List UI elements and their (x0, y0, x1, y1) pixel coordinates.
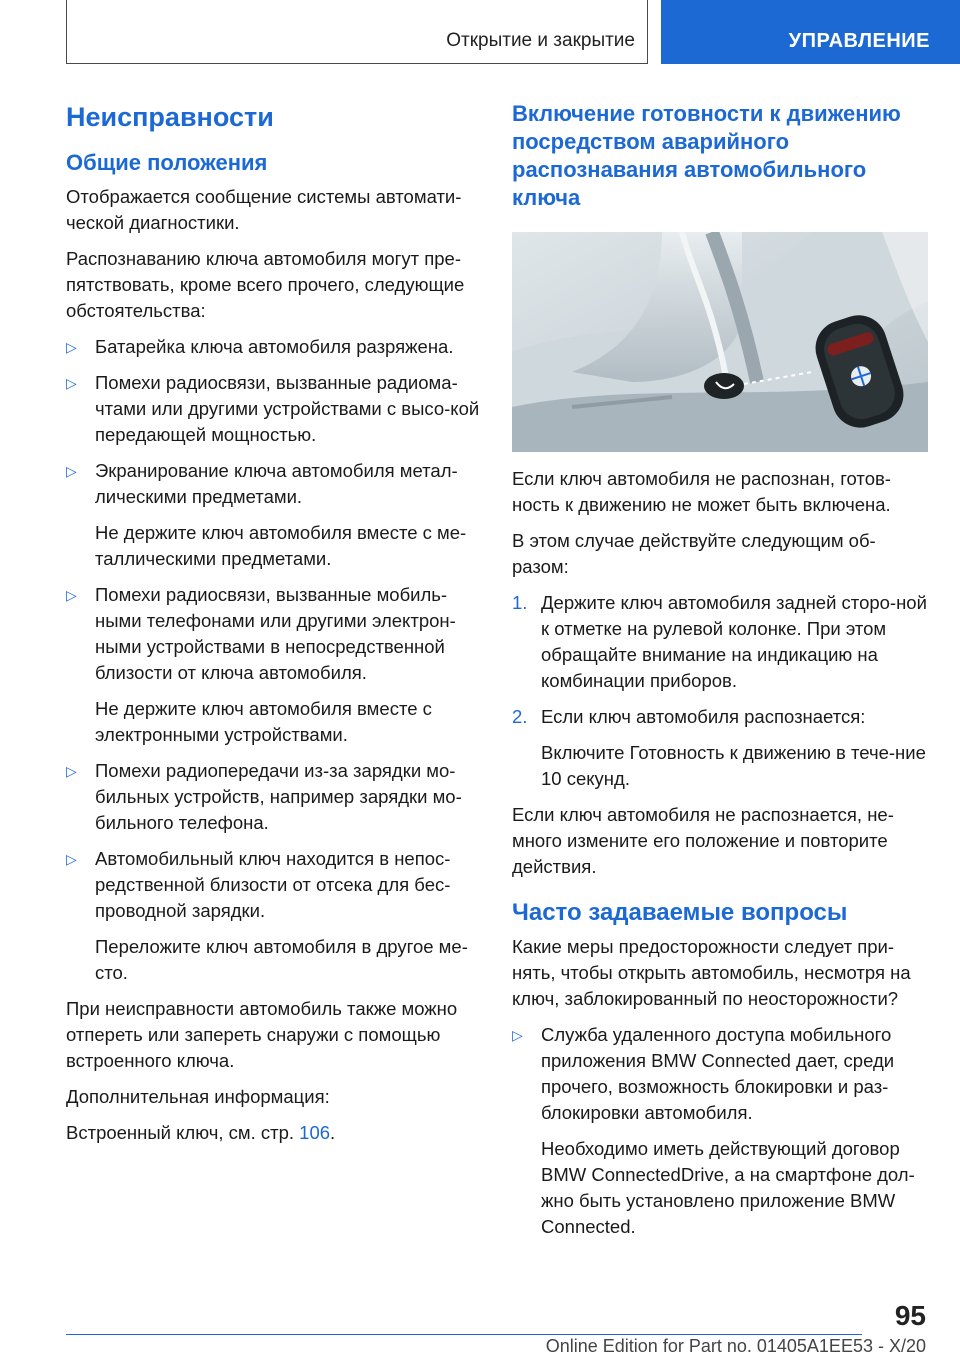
paragraph: Отображается сообщение системы автомати-ческой диагностики. (66, 186, 462, 233)
list-item (66, 582, 486, 686)
page-link[interactable]: 106 (299, 1122, 331, 1143)
triangle-bullet-icon: ▷ (512, 1027, 523, 1043)
list-item (66, 758, 486, 836)
reference-end: . (330, 1122, 336, 1143)
list-item-text: Помехи радиопередачи из-за зарядки мо-бильных устройств, например зарядки мо-бильного телефона. (95, 760, 462, 833)
footer-divider (66, 1334, 862, 1335)
paragraph: Дополнительная информация: (66, 1086, 330, 1107)
triangle-bullet-icon: ▷ (66, 375, 77, 391)
list-item-note: Необходимо иметь действующий договор BMW ConnectedDrive, а на смартфоне дол-жно быть установлено приложение BMW Connected. (541, 1138, 915, 1237)
paragraph: Распознаванию ключа автомобиля могут пре-пятствовать, кроме всего прочего, следующие обстоятельства: (66, 248, 465, 321)
left-column (66, 100, 486, 1156)
step-text: Держите ключ автомобиля задней сторо-ной к отметке на рулевой колонке. При этом обращайте внимание на индикацию на комбинации приборов. (541, 592, 927, 691)
section-heading-emergency: Включение готовности к движению посредством аварийного распознавания автомобильного ключа (512, 101, 901, 210)
list-item-text: Помехи радиосвязи, вызванные мобиль-ными телефонами или другими электрон-ными устройствами в непосредственной близости от ключа автомобиля. (95, 584, 456, 683)
step-number: 2. (512, 706, 528, 727)
list-item-text: Служба удаленного доступа мобильного приложения BMW Connected дает, среди прочего, возможность блокировки и раз-блокировки автомобиля. (541, 1024, 895, 1123)
list-item (66, 334, 486, 360)
list-item-text: Батарейка ключа автомобиля разряжена. (95, 336, 454, 357)
list-item-text: Помехи радиосвязи, вызванные радиома-чтами или другими устройствами с высо-кой передающей мощностью. (95, 372, 480, 445)
step-item (512, 704, 932, 730)
list-item-text: Автомобильный ключ находится в непос-редственной близости от отсека для бес-проводной зарядки. (95, 848, 451, 921)
triangle-bullet-icon: ▷ (66, 463, 77, 479)
page-number: 95 (894, 1300, 926, 1331)
step-item (512, 590, 932, 694)
triangle-bullet-icon: ▷ (66, 587, 77, 603)
header-chapter-box (66, 0, 648, 64)
faq-heading: Часто задаваемые вопросы (512, 899, 848, 926)
list-item (66, 458, 486, 510)
step-text: Если ключ автомобиля распознается: (541, 706, 866, 727)
list-item (66, 846, 486, 924)
page-title: Неисправности (66, 102, 274, 132)
paragraph: Если ключ автомобиля не распознается, не-много измените его положение и повторите действия. (512, 804, 894, 877)
triangle-bullet-icon: ▷ (66, 339, 77, 355)
list-item-note: Не держите ключ автомобиля вместе с электронными устройствами. (95, 698, 432, 745)
right-column (512, 100, 932, 1250)
chapter-title: Открытие и закрытие (446, 30, 635, 51)
subtitle-general: Общие положения (66, 150, 268, 175)
list-item (66, 370, 486, 448)
list-item-note: Переложите ключ автомобиля в другое ме-сто. (95, 936, 468, 983)
steering-column-key-illustration (512, 232, 928, 452)
step-number: 1. (512, 592, 528, 613)
paragraph: Если ключ автомобиля не распознан, готов-ность к движению не может быть включена. (512, 468, 891, 515)
paragraph: При неисправности автомобиль также можно отпереть или запереть снаружи с помощью встроенного ключа. (66, 998, 458, 1071)
header-section-tab[interactable] (661, 0, 960, 64)
list-item (512, 1022, 932, 1126)
list-item-note: Не держите ключ автомобиля вместе с ме-таллическими предметами. (95, 522, 467, 569)
paragraph-reference (66, 1120, 486, 1146)
paragraph: В этом случае действуйте следующим об-разом: (512, 530, 876, 577)
step-note: Включите Готовность к движению в тече-ние 10 секунд. (541, 742, 926, 789)
triangle-bullet-icon: ▷ (66, 851, 77, 867)
reference-text: Встроенный ключ, см. стр. (66, 1122, 295, 1143)
triangle-bullet-icon: ▷ (66, 763, 77, 779)
footer-edition: Online Edition for Part no. 01405A1EE53 - X/20 (545, 1336, 926, 1356)
section-title: УПРАВЛЕНИЕ (788, 30, 930, 52)
faq-question: Какие меры предосторожности следует при-нять, чтобы открыть автомобиль, несмотря на ключ, заблокированный по неосторожности? (512, 936, 911, 1009)
list-item-text: Экранирование ключа автомобиля метал-лическими предметами. (95, 460, 458, 507)
